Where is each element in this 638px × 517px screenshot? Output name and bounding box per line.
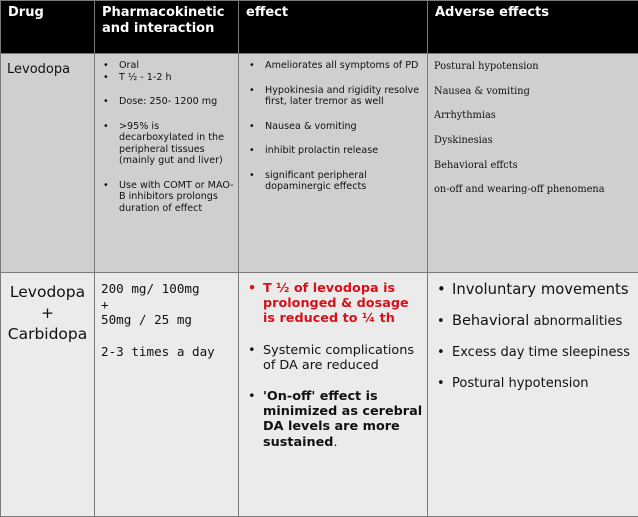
list-item: • significant peripheral dopaminergic effects	[245, 170, 423, 193]
list-item: • inhibit prolactin release	[245, 145, 423, 157]
table-row	[1, 54, 638, 273]
adverse-cell	[428, 54, 638, 273]
adverse-cell	[428, 273, 638, 517]
adverse-text: abnormalities	[529, 314, 622, 329]
list-item	[243, 389, 423, 450]
list-item: • T ½ of levodopa is prolonged & dosage is reduced to ¼ th	[243, 281, 423, 327]
header-pharmacokinetic: Pharmacokinetic and interaction	[95, 1, 239, 54]
dose-line: 200 mg/ 100mg	[101, 281, 232, 297]
header-row	[1, 1, 638, 54]
effect-period: .	[333, 435, 337, 450]
drug-name: Levodopa	[5, 282, 90, 303]
pk-cell	[95, 273, 239, 517]
effect-text: 'On-off' effect is minimized as cerebral DA levels are more sustained	[263, 389, 422, 450]
plus-sign: +	[5, 303, 90, 324]
effect-cell	[239, 54, 428, 273]
header-adverse-effects: Adverse effects	[428, 1, 638, 54]
list-item: • Nausea & vomiting	[245, 121, 423, 133]
header-effect: effect	[239, 1, 428, 54]
adverse-item: on-off and wearing-off phenomena	[434, 184, 632, 196]
effect-cell	[239, 273, 428, 517]
drug-cell	[1, 273, 95, 517]
list-item	[432, 313, 634, 330]
pk-cell	[95, 54, 239, 273]
list-item: • Ameliorates all symptoms of PD	[245, 60, 423, 72]
adverse-item: Dyskinesias	[434, 135, 632, 147]
list-item: • Hypokinesia and rigidity resolve first, later tremor as well	[245, 85, 423, 108]
list-item: • Use with COMT or MAO-B inhibitors prolongs duration of effect	[99, 180, 234, 215]
dose-line: 50mg / 25 mg	[101, 312, 232, 328]
list-item: • T ½ - 1-2 h	[99, 72, 234, 84]
adverse-item: Arrhythmias	[434, 110, 632, 122]
drug-cell: Levodopa	[1, 54, 95, 273]
list-item: • Oral	[99, 60, 234, 72]
drug-name: Carbidopa	[5, 324, 90, 345]
list-item: • Involuntary movements	[432, 281, 634, 299]
frequency-line: 2-3 times a day	[101, 344, 232, 360]
list-item: • Systemic complications of DA are reduced	[243, 343, 423, 373]
plus-line: +	[101, 297, 232, 313]
header-drug: Drug	[1, 1, 95, 54]
table-row	[1, 273, 638, 517]
adverse-text: Behavioral	[452, 313, 529, 329]
adverse-item: Postural hypotension	[434, 61, 632, 73]
adverse-item: Behavioral effcts	[434, 160, 632, 172]
list-item: • Postural hypotension	[432, 375, 634, 392]
list-item: • Excess day time sleepiness	[432, 344, 634, 361]
list-item: • >95% is decarboxylated in the peripheral tissues (mainly gut and liver)	[99, 121, 234, 167]
list-item: • Dose: 250- 1200 mg	[99, 96, 234, 108]
adverse-item: Nausea & vomiting	[434, 86, 632, 98]
